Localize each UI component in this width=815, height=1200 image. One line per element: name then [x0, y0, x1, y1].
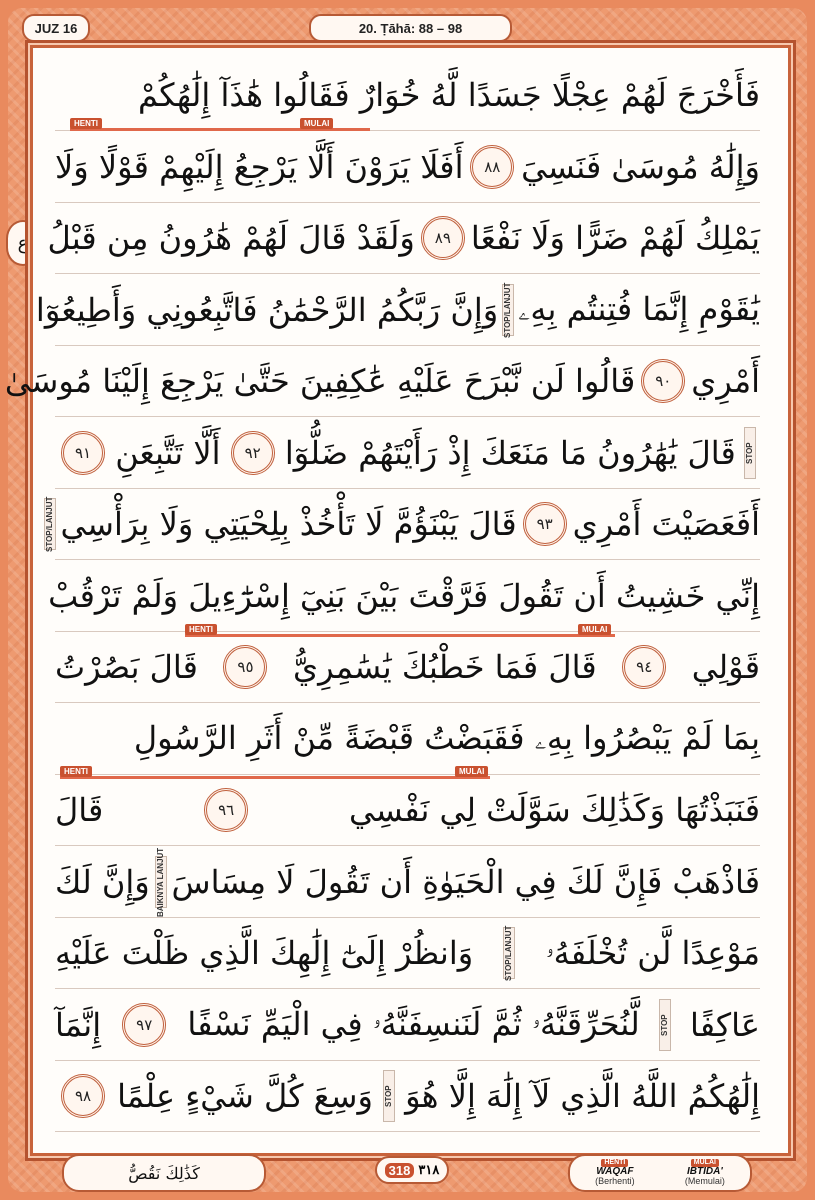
verse-text: وَإِنَّ رَبَّكُمُ الرَّحْمَٰنُ فَاتَّبِعُونِي وَأَطِيعُوٓا: [35, 290, 499, 329]
verse-text: إِنِّي خَشِيتُ أَن تَقُولَ فَرَّقْتَ بَيْنَ بَنِيٓ إِسْرَٰٓءِيلَ وَلَمْ تَرْقُبْ: [48, 576, 760, 615]
ayah-number-marker: ٩٥: [223, 645, 267, 689]
verse-text: وَانظُرْ إِلَىٰٓ إِلَٰهِكَ الَّذِي ظَلْتَ عَلَيْهِ: [55, 934, 474, 972]
henti-label-2: HENTI: [185, 624, 217, 635]
legend-henti-key: HENTI: [601, 1159, 628, 1166]
ayah-number-marker: ٩٨: [61, 1074, 105, 1118]
verse-text: قَالَ يَبْنَؤُمَّ لَا تَأْخُذْ بِلِحْيَتِي وَلَا بِرَأْسِي: [60, 505, 517, 543]
ayah-number-marker: ٩٠: [641, 359, 685, 403]
verse-line: [55, 1061, 760, 1132]
henti-bar-3: [60, 776, 490, 779]
verse-line: [35, 275, 760, 346]
mulai-label-3: MULAI: [455, 766, 488, 777]
verse-text: قَالَ فَمَا خَطْبُكَ يَٰسَٰمِرِيُّ: [293, 648, 597, 686]
waqf-tag: STOP/LANJUT: [503, 281, 513, 338]
verse-text: قَالَ: [55, 791, 104, 829]
verse-line: [45, 489, 760, 560]
waqf-tag: STOP/LANJUT: [45, 496, 55, 552]
waqf-tag: STOP: [659, 999, 671, 1051]
verse-line: [4, 346, 760, 417]
ayah-number-marker: ٩٢: [231, 431, 275, 475]
verse-text: إِلَٰهُكُمُ اللَّهُ الَّذِي لَآ إِلَٰهَ إِلَّا هُوَ: [405, 1077, 760, 1115]
verse-line: [48, 561, 760, 632]
ayah-number-marker: ٩١: [61, 431, 105, 475]
verse-text: مَوْعِدًا لَّن تُخْلَفَهُۥ: [545, 933, 760, 972]
verse-text: يَٰقَوْمِ إِنَّمَا فُتِنتُم بِهِۦ: [518, 290, 760, 328]
page-number: [375, 1156, 449, 1184]
verse-text: إِنَّمَآ: [55, 1005, 102, 1044]
verse-text: وَلَقَدْ قَالَ لَهُمْ هَٰرُونُ مِن قَبْلُ: [47, 219, 415, 257]
verse-text: قَالُوا لَن نَّبْرَحَ عَلَيْهِ عَٰكِفِينَ حَتَّىٰ يَرْجِعَ إِلَيْنَا مُوسَىٰ: [4, 362, 636, 400]
verse-text: أَمْرِي: [691, 362, 760, 400]
verse-text: فَنَبَذْتُهَا وَكَذَٰلِكَ سَوَّلَتْ لِي نَفْسِي: [349, 791, 760, 829]
verse-text: وَإِنَّ لَكَ: [55, 862, 150, 901]
verse-text: قَوْلِي: [691, 648, 760, 686]
verse-text: فَاذْهَبْ فَإِنَّ لَكَ فِي الْحَيَوٰةِ أَن تَقُولَ لَا مِسَاسَ: [171, 862, 760, 901]
ayah-number-marker: ٩٤: [622, 645, 666, 689]
legend-mulai: [685, 1159, 725, 1186]
legend-henti: [595, 1159, 635, 1186]
legend-mulai-sub: (Memulai): [684, 1176, 725, 1187]
waqf-tag: STOP: [744, 427, 756, 479]
verse-text: فَأَخْرَجَ لَهُمْ عِجْلًا جَسَدًا لَّهُ خُوَارٌ فَقَالُوا هَٰذَآ إِلَٰهُكُمْ: [137, 76, 760, 114]
legend-mulai-word: IBTIDA': [687, 1165, 723, 1177]
ayah-number-marker: ٩٦: [204, 788, 248, 832]
legend-henti-word: WAQAF: [596, 1165, 634, 1177]
surah-range-label: 20. Ṭāhā: 88 – 98: [309, 14, 512, 42]
mulai-label-2: MULAI: [578, 624, 611, 635]
verse-text: بِمَا لَمْ يَبْصُرُوا بِهِۦ فَقَبَضْتُ قَبْضَةً مِّنْ أَثَرِ الرَّسُولِ: [133, 719, 760, 757]
verse-line: [55, 704, 760, 775]
ayah-number-marker: ٨٨: [470, 145, 514, 189]
verse-line: [55, 60, 760, 131]
page-number-arabic: ٣١٨: [418, 1162, 440, 1177]
verse-line: [55, 775, 760, 846]
waqf-tag: STOP/LANJUT: [504, 925, 514, 981]
verse-line: [55, 918, 760, 989]
verse-text: قَالَ بَصُرْتُ: [55, 648, 198, 686]
verse-text: وَسِعَ كُلَّ شَيْءٍ عِلْمًا: [117, 1077, 373, 1115]
page-number-latin: 318: [385, 1163, 415, 1178]
verse-line: [55, 847, 760, 918]
waqf-tag: BAIKNYA LANJUT: [155, 846, 165, 917]
ayah-number-marker: ٨٩: [421, 216, 465, 260]
verse-line: [55, 990, 760, 1061]
mulai-label-1: MULAI: [300, 118, 333, 129]
verse-text: أَفَعَصَيْتَ أَمْرِي: [572, 505, 760, 543]
ayah-number-marker: ٩٧: [122, 1003, 166, 1047]
verse-line: [55, 132, 760, 203]
legend-mulai-key: MULAI: [691, 1159, 719, 1166]
ayah-number-marker: ٩٣: [523, 502, 567, 546]
catchword: كَذَٰلِكَ نَقُصُّ: [62, 1154, 266, 1192]
legend-henti-sub: (Berhenti): [595, 1176, 635, 1187]
verse-text: لَّنُحَرِّقَنَّهُۥ ثُمَّ لَنَنسِفَنَّهُۥ فِي الْيَمِّ نَسْفًا: [187, 1005, 640, 1043]
verse-text: عَاكِفًا: [689, 1005, 760, 1044]
ruku-marker: ع: [6, 220, 40, 266]
waqf-tag: STOP: [383, 1070, 395, 1122]
henti-label-1: HENTI: [70, 118, 102, 129]
henti-label-3: HENTI: [60, 766, 92, 777]
verse-text: أَفَلَا يَرَوْنَ أَلَّا يَرْجِعُ إِلَيْهِمْ قَوْلًا وَلَا: [55, 147, 464, 186]
henti-bar-2: [185, 634, 615, 637]
verse-text: قَالَ يَٰهَٰرُونُ مَا مَنَعَكَ إِذْ رَأَيْتَهُمْ ضَلُّوٓا: [284, 433, 736, 472]
juz-label: JUZ 16: [22, 14, 90, 42]
verse-text: وَإِلَٰهُ مُوسَىٰ فَنَسِيَ: [521, 147, 760, 186]
waqaf-legend: [568, 1154, 752, 1192]
verse-line: [47, 203, 760, 274]
verse-line: [55, 418, 760, 489]
verse-text: يَمْلِكُ لَهُمْ ضَرًّا وَلَا نَفْعًا: [470, 219, 760, 257]
verse-text: أَلَّا تَتَّبِعَنِ: [115, 433, 221, 472]
verse-line: [55, 632, 760, 703]
